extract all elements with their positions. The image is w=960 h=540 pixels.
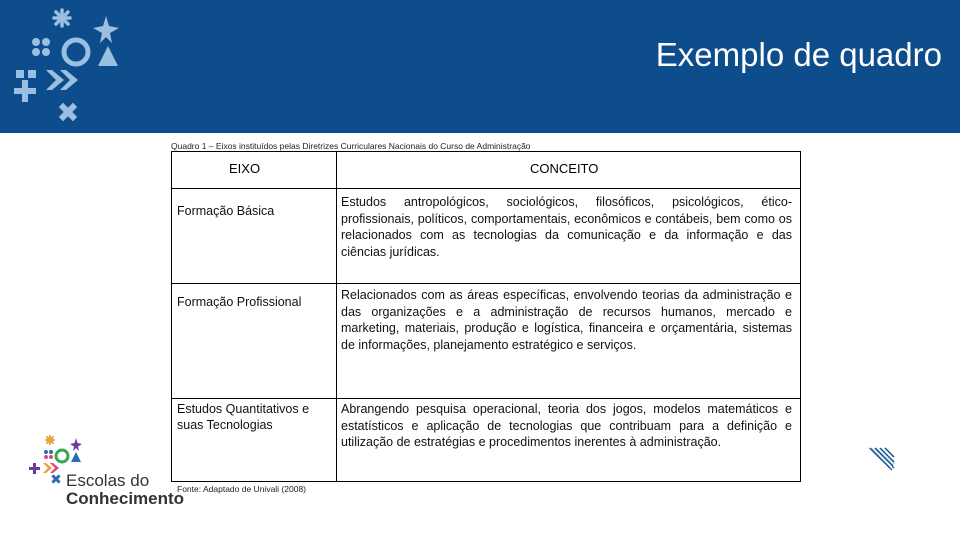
table-caption: Quadro 1 – Eixos instituídos pelas Diretrizes Curriculares Nacionais do Curso de Administração (171, 141, 531, 151)
concept-table (171, 151, 801, 482)
escolas-logo-line2: Conhecimento (66, 489, 185, 508)
column-divider (336, 152, 337, 481)
table-cell-eixo: Estudos Quantitativos e suas Tecnologias (177, 402, 310, 432)
table-source: Fonte: Adaptado de Univali (2008) (177, 484, 307, 494)
escolas-logo-line1: Escolas do (66, 471, 150, 490)
table-cell-conceito: Relacionados com as áreas específicas, envolvendo teorias da administração e das organizações e a administração de recursos humanos, mercado e marketing, materiais, produção e logística, financeira e orçamentária, sistemas de informações, planejamento estratégico e serviços. (341, 288, 792, 352)
univali-emblem-icon (838, 440, 922, 484)
table-cell-eixo: Formação Profissional (177, 295, 302, 309)
page-title: Exemplo de quadro (655, 36, 942, 73)
decorative-shapes-icon (10, 8, 130, 126)
row-divider (172, 283, 800, 284)
escolas-logo (26, 434, 185, 514)
table-cell-eixo: Formação Básica (177, 204, 275, 218)
univali-wordmark: UNIVALI (846, 484, 914, 501)
header-eixo: EIXO (229, 161, 261, 176)
header-banner (0, 0, 960, 133)
row-divider (172, 188, 800, 189)
table-cell-conceito: Estudos antropológicos, sociológicos, filosóficos, psicológicos, ético-profissionais, políticos, comportamentais, econômicos e contábeis, bem como os relacionados com as tecnologias da comunicação e da informação e das ciências jurídicas. (341, 195, 792, 259)
row-divider (172, 398, 800, 399)
univali-logo (838, 440, 922, 502)
header-conceito: CONCEITO (530, 161, 599, 176)
table-cell-conceito: Abrangendo pesquisa operacional, teoria dos jogos, modelos matemáticos e estatísticos e aplicação de tecnologias que contribuam para a definição e utilização de estratégias e procedimentos inerentes à administração. (341, 402, 792, 449)
